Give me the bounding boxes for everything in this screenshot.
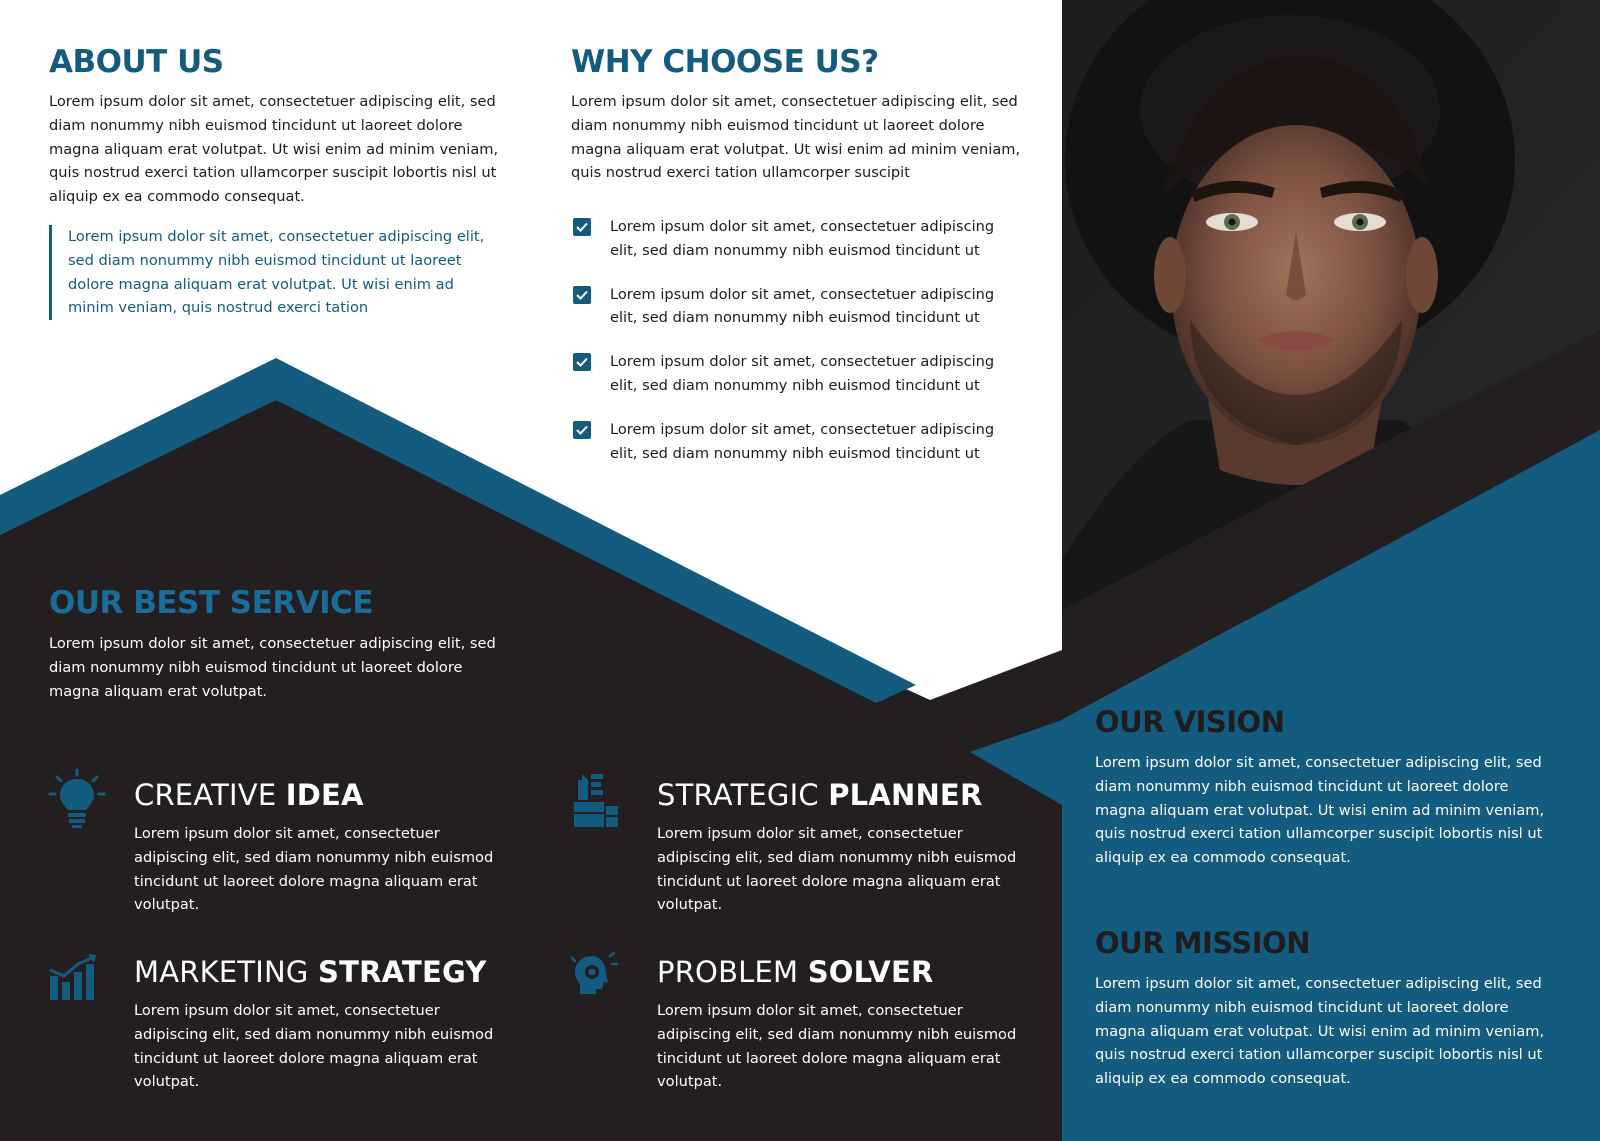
service-title-light: MARKETING <box>134 955 319 989</box>
checklist-item-text: Lorem ipsum dolor sit amet, consectetuer adipiscing elit, sed diam nonummy nibh euismod tincidunt ut <box>610 353 995 394</box>
service-title-bold: SOLVER <box>807 955 934 989</box>
checkbox-icon <box>573 218 591 236</box>
mission-title: OUR MISSION <box>1095 926 1310 960</box>
service-title-light: STRATEGIC <box>657 778 829 812</box>
vision-title: OUR VISION <box>1095 705 1285 739</box>
checklist-item <box>573 418 1013 466</box>
checklist-item <box>573 283 1013 331</box>
checklist-item-text: Lorem ipsum dolor sit amet, consectetuer adipiscing elit, sed diam nonummy nibh euismod tincidunt ut <box>610 218 995 259</box>
checkbox-icon <box>573 421 591 439</box>
about-title: ABOUT US <box>49 44 224 80</box>
brain-gear-icon <box>570 952 618 1003</box>
service-title: OUR BEST SERVICE <box>49 585 374 621</box>
service-title-bold: STRATEGY <box>318 955 487 989</box>
mission-paragraph: Lorem ipsum dolor sit amet, consectetuer adipiscing elit, sed diam nonummy nibh euismod tincidunt ut laoreet dolore magna aliquam erat volutpat. Ut wisi enim ad minim veniam, quis nostrud exerci tation ullamcorper suscipit lobortis nisl ut aliquip ex ea commodo consequat. <box>1095 975 1545 1088</box>
bar-chart-growth-icon <box>48 952 100 1007</box>
checkbox-icon <box>573 353 591 371</box>
service-item-text: Lorem ipsum dolor sit amet, consectetuer adipiscing elit, sed diam nonummy nibh euismod tincidunt ut laoreet dolore magna aliquam erat volutpat. <box>657 825 1017 914</box>
service-title-light: CREATIVE <box>134 778 286 812</box>
service-item-text: Lorem ipsum dolor sit amet, consectetuer adipiscing elit, sed diam nonummy nibh euismod tincidunt ut laoreet dolore magna aliquam erat volutpat. <box>134 825 494 914</box>
about-quote: Lorem ipsum dolor sit amet, consectetuer adipiscing elit, sed diam nonummy nibh euismod tincidunt ut laoreet dolore magna aliquam erat volutpat. Ut wisi enim ad minim veniam, quis nostrud exerci tation <box>49 225 500 320</box>
planner-blocks-icon <box>572 772 620 833</box>
about-paragraph: Lorem ipsum dolor sit amet, consectetuer adipiscing elit, sed diam nonummy nibh euismod tincidunt ut laoreet dolore magna aliquam erat volutpat. Ut wisi enim ad minim veniam, quis nostrud exerci tation ullamcorper suscipit lobortis nisl ut aliquip ex ea commodo consequat. <box>49 93 499 206</box>
checklist-item <box>573 350 1013 398</box>
lightbulb-icon <box>48 768 106 833</box>
why-title: WHY CHOOSE US? <box>571 44 879 80</box>
service-title-bold: PLANNER <box>828 778 983 812</box>
service-item-title <box>134 778 364 812</box>
service-item-title <box>657 955 934 989</box>
vision-paragraph: Lorem ipsum dolor sit amet, consectetuer adipiscing elit, sed diam nonummy nibh euismod tincidunt ut laoreet dolore magna aliquam erat volutpat. Ut wisi enim ad minim veniam, quis nostrud exerci tation ullamcorper suscipit lobortis nisl ut aliquip ex ea commodo consequat. <box>1095 754 1545 867</box>
checklist-item <box>573 215 1013 263</box>
checklist-item-text: Lorem ipsum dolor sit amet, consectetuer adipiscing elit, sed diam nonummy nibh euismod tincidunt ut <box>610 285 995 327</box>
service-title-bold: IDEA <box>285 778 364 812</box>
service-title-light: PROBLEM <box>657 955 808 989</box>
why-checklist <box>573 215 1013 465</box>
service-paragraph: Lorem ipsum dolor sit amet, consectetuer adipiscing elit, sed diam nonummy nibh euismod tincidunt ut laoreet dolore magna aliquam erat volutpat. <box>49 635 496 700</box>
service-item-title <box>134 955 487 989</box>
service-item-title <box>657 778 982 812</box>
checkbox-icon <box>573 286 591 304</box>
checklist-item-text: Lorem ipsum dolor sit amet, consectetuer adipiscing elit, sed diam nonummy nibh euismod tincidunt ut <box>610 420 995 462</box>
service-item-text: Lorem ipsum dolor sit amet, consectetuer adipiscing elit, sed diam nonummy nibh euismod tincidunt ut laoreet dolore magna aliquam erat volutpat. <box>657 1002 1017 1091</box>
service-item-text: Lorem ipsum dolor sit amet, consectetuer adipiscing elit, sed diam nonummy nibh euismod tincidunt ut laoreet dolore magna aliquam erat volutpat. <box>134 1002 494 1091</box>
why-paragraph: Lorem ipsum dolor sit amet, consectetuer adipiscing elit, sed diam nonummy nibh euismod tincidunt ut laoreet dolore magna aliquam erat volutpat. Ut wisi enim ad minim veniam, quis nostrud exerci tation ullamcorper suscipit <box>571 93 1021 182</box>
